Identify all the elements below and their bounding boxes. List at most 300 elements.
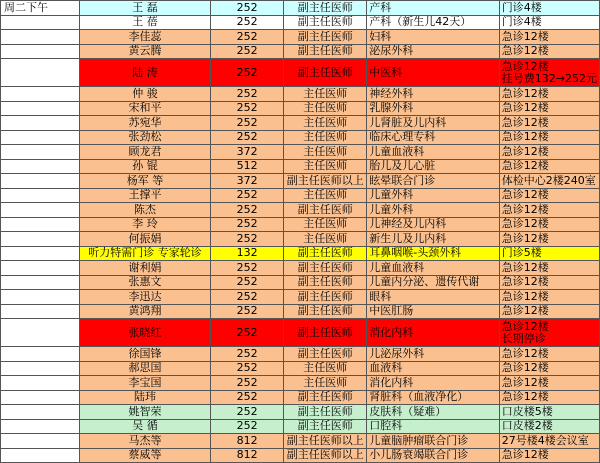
department-cell [367,174,500,189]
doctor-title-cell [284,1,367,16]
doctor-name-cell [80,130,211,145]
doctor-name-cell [80,15,211,30]
location-text: 急诊12楼 [501,304,549,318]
doctor-name-cell [80,290,211,305]
location-cell [499,419,599,434]
session-cell [1,319,80,347]
doctor-title-cell [284,319,367,347]
doctor-title-text: 主任医师 [303,86,348,100]
location-cell [499,174,599,189]
fee-cell [210,405,284,420]
doctor-title-text: 副主任医师 [297,325,353,339]
schedule-row [1,361,600,376]
doctor-name-cell [80,159,211,174]
department-cell [367,434,500,449]
fee-text: 372 [236,144,258,158]
location-text: 急诊12楼 [501,390,549,404]
doctor-name-cell [80,217,211,232]
doctor-title-cell [284,275,367,290]
department-text: 小儿肠衰竭联合门诊 [369,448,469,462]
department-cell [367,390,500,405]
doctor-name-text: 李宝国 [128,375,162,389]
doctor-title-text: 副主任医师以上 [286,433,364,447]
fee-text: 252 [236,115,258,129]
doctor-title-cell [284,246,367,261]
doctor-title-cell [284,59,367,87]
doctor-name-text: 宋和平 [128,101,162,115]
fee-text: 252 [236,0,258,14]
doctor-name-cell [80,275,211,290]
doctor-name-text: 陈杰 [134,202,157,216]
session-cell [1,347,80,362]
doctor-title-text: 副主任医师 [297,202,353,216]
session-cell [1,434,80,449]
fee-cell [210,159,284,174]
location-text: 急诊12楼 [501,101,549,115]
fee-cell [210,261,284,276]
fee-text: 252 [236,260,258,274]
doctor-title-text: 副主任医师以上 [286,448,364,462]
department-cell [367,217,500,232]
location-text: 急诊12楼 [501,275,549,289]
location-cell [499,304,599,319]
session-cell [1,145,80,160]
doctor-title-text: 副主任医师 [297,419,353,433]
fee-text: 252 [236,217,258,231]
doctor-name-text: 王撑平 [128,188,162,202]
doctor-title-cell [284,434,367,449]
doctor-name-text: 郝思国 [128,361,162,375]
department-text: 肾脏科（血液净化） [369,390,469,404]
session-cell [1,203,80,218]
department-cell [367,261,500,276]
doctor-title-text: 主任医师 [303,361,348,375]
department-text: 儿神经及儿内科 [369,217,447,231]
location-text: 体检中心2楼240室 [501,173,596,187]
fee-cell [210,217,284,232]
session-cell [1,261,80,276]
fee-cell [210,319,284,347]
fee-cell [210,15,284,30]
fee-cell [210,174,284,189]
schedule-row [1,174,600,189]
location-text: 急诊12楼 [501,59,549,73]
department-text: 泌尿外科 [369,44,414,58]
department-cell [367,15,500,30]
fee-text: 252 [236,188,258,202]
doctor-title-text: 副主任医师 [297,29,353,43]
doctor-title-text: 副主任医师 [297,15,353,29]
schedule-row [1,30,600,45]
doctor-name-cell [80,101,211,116]
doctor-title-cell [284,261,367,276]
department-text: 儿泌尿外科 [369,346,425,360]
fee-text: 252 [236,44,258,58]
schedule-row [1,203,600,218]
fee-text: 252 [236,86,258,100]
doctor-title-cell [284,232,367,247]
location-text: 急诊12楼 [501,159,549,173]
location-text: 急诊12楼 [501,115,549,129]
location-text: 急诊12楼 [501,130,549,144]
department-text: 消化内科 [369,325,414,339]
session-cell [1,30,80,45]
doctor-title-cell [284,44,367,59]
fee-cell [210,59,284,87]
doctor-title-cell [284,347,367,362]
doctor-title-cell [284,145,367,160]
doctor-name-text: 吴 循 [132,419,158,433]
fee-text: 252 [236,304,258,318]
doctor-title-text: 副主任医师 [297,404,353,418]
doctor-name-text: 陆 涛 [132,65,158,79]
department-text: 产科 [369,0,392,14]
doctor-name-cell [80,319,211,347]
fee-cell [210,1,284,16]
department-cell [367,347,500,362]
doctor-name-text: 顾龙君 [128,144,162,158]
doctor-title-cell [284,30,367,45]
session-cell [1,232,80,247]
department-text: 眼科 [369,289,392,303]
doctor-title-cell [284,419,367,434]
doctor-title-text: 副主任医师 [297,289,353,303]
doctor-name-text: 李 玲 [132,217,158,231]
session-cell [1,217,80,232]
location-text: 急诊12楼 [501,319,549,333]
location-cell [499,87,599,102]
fee-text: 252 [236,15,258,29]
doctor-title-text: 主任医师 [303,101,348,115]
location-text: 门诊4楼 [501,15,542,29]
doctor-title-cell [284,101,367,116]
location-cell [499,376,599,391]
session-cell [1,304,80,319]
location-cell [499,116,599,131]
doctor-title-text: 主任医师 [303,115,348,129]
department-cell [367,101,500,116]
location-text: 急诊12楼 [501,144,549,158]
fee-cell [210,30,284,45]
department-cell [367,448,500,463]
session-cell [1,390,80,405]
doctor-title-cell [284,390,367,405]
doctor-title-text: 副主任医师 [297,246,353,260]
fee-cell [210,130,284,145]
fee-text: 812 [236,433,258,447]
department-cell [367,130,500,145]
doctor-name-cell [80,203,211,218]
doctor-name-cell [80,59,211,87]
location-cell [499,1,599,16]
fee-cell [210,434,284,449]
doctor-name-text: 黄鸿翔 [128,304,162,318]
location-cell [499,261,599,276]
schedule-row [1,116,600,131]
fee-cell [210,203,284,218]
doctor-title-text: 副主任医师 [297,275,353,289]
department-text: 消化内科 [369,375,414,389]
department-text: 新生儿及儿内科 [369,231,447,245]
schedule-row [1,130,600,145]
doctor-name-cell [80,390,211,405]
location-cell [499,130,599,145]
doctor-name-text: 孙 锟 [132,159,158,173]
session-cell [1,159,80,174]
doctor-name-cell [80,448,211,463]
location-text: 急诊12楼 [501,44,549,58]
doctor-name-cell [80,361,211,376]
schedule-row [1,290,600,305]
doctor-title-text: 副主任医师以上 [286,173,364,187]
session-cell [1,405,80,420]
doctor-title-text: 主任医师 [303,130,348,144]
fee-text: 252 [236,202,258,216]
session-cell [1,174,80,189]
doctor-title-cell [284,159,367,174]
doctor-title-cell [284,405,367,420]
fee-cell [210,275,284,290]
location-note-text: 挂号费132→252元 [501,71,597,85]
location-cell [499,15,599,30]
department-text: 口腔科 [369,419,403,433]
department-text: 儿童内分泌、遗传代谢 [369,275,480,289]
location-cell [499,217,599,232]
doctor-title-text: 副主任医师 [297,390,353,404]
doctor-title-text: 副主任医师 [297,260,353,274]
location-cell [499,361,599,376]
doctor-name-cell [80,304,211,319]
location-cell [499,44,599,59]
schedule-row [1,261,600,276]
location-text: 急诊12楼 [501,361,549,375]
session-cell [1,419,80,434]
location-cell [499,275,599,290]
doctor-title-text: 主任医师 [303,188,348,202]
fee-cell [210,448,284,463]
fee-text: 252 [236,390,258,404]
location-cell [499,159,599,174]
fee-text: 252 [236,101,258,115]
department-text: 临床心理专科 [369,130,436,144]
fee-text: 252 [236,275,258,289]
doctor-name-text: 黄云腾 [128,44,162,58]
location-text: 门诊5楼 [501,246,542,260]
session-cell [1,275,80,290]
fee-text: 252 [236,65,258,79]
location-text: 急诊12楼 [501,346,549,360]
location-cell [499,290,599,305]
doctor-title-cell [284,361,367,376]
doctor-name-cell [80,1,211,16]
location-text: 急诊12楼 [501,231,549,245]
doctor-name-cell [80,44,211,59]
department-cell [367,319,500,347]
location-cell [499,246,599,261]
schedule-row [1,304,600,319]
doctor-name-cell [80,246,211,261]
doctor-name-cell [80,405,211,420]
doctor-name-text: 张惠文 [128,275,162,289]
location-cell [499,319,599,347]
doctor-name-text: 何振娟 [128,231,162,245]
location-text: 急诊12楼 [501,29,549,43]
location-cell [499,188,599,203]
fee-cell [210,232,284,247]
department-cell [367,30,500,45]
location-cell [499,448,599,463]
doctor-name-cell [80,434,211,449]
schedule-row [1,217,600,232]
fee-cell [210,246,284,261]
doctor-title-text: 主任医师 [303,217,348,231]
schedule-row [1,347,600,362]
schedule-row [1,319,600,347]
location-note-text: 长期停诊 [501,331,546,345]
doctor-name-text: 杨军 等 [126,173,164,187]
department-text: 血液科 [369,361,403,375]
department-cell [367,159,500,174]
department-cell [367,188,500,203]
doctor-name-text: 蔡威等 [128,448,162,462]
session-cell [1,87,80,102]
department-text: 神经外科 [369,86,414,100]
session-cell [1,116,80,131]
doctor-name-text: 听力特需门诊 专家轮诊 [88,246,202,260]
schedule-row [1,390,600,405]
doctor-name-text: 苏宛华 [128,115,162,129]
doctor-name-text: 马杰等 [128,433,162,447]
doctor-name-cell [80,347,211,362]
fee-cell [210,390,284,405]
location-text: 口皮楼2楼 [501,419,553,433]
doctor-name-text: 仲 骏 [132,86,158,100]
department-text: 乳腺外科 [369,101,414,115]
department-cell [367,116,500,131]
fee-cell [210,304,284,319]
doctor-name-text: 王 蓓 [132,15,158,29]
schedule-row [1,405,600,420]
department-cell [367,376,500,391]
department-text: 儿童脑肿瘤联合门诊 [369,433,469,447]
doctor-title-cell [284,203,367,218]
department-cell [367,232,500,247]
location-text: 急诊12楼 [501,260,549,274]
schedule-row [1,145,600,160]
session-cell [1,246,80,261]
doctor-title-text: 主任医师 [303,159,348,173]
fee-text: 252 [236,325,258,339]
doctor-title-text: 副主任医师 [297,65,353,79]
doctor-title-cell [284,174,367,189]
doctor-title-text: 副主任医师 [297,346,353,360]
doctor-title-text: 副主任医师 [297,0,353,14]
department-cell [367,304,500,319]
department-cell [367,405,500,420]
doctor-title-cell [284,15,367,30]
session-cell [1,101,80,116]
fee-cell [210,419,284,434]
fee-cell [210,347,284,362]
schedule-row [1,246,600,261]
fee-text: 512 [236,159,258,173]
schedule-row [1,59,600,87]
department-text: 眩晕联合门诊 [369,173,436,187]
fee-cell [210,101,284,116]
session-cell [1,188,80,203]
doctor-title-cell [284,448,367,463]
schedule-row [1,232,600,247]
fee-text: 252 [236,361,258,375]
department-cell [367,145,500,160]
department-cell [367,290,500,305]
session-cell [1,59,80,87]
department-text: 皮肤科（疑难） [369,404,447,418]
schedule-row [1,419,600,434]
doctor-title-cell [284,290,367,305]
doctor-name-cell [80,261,211,276]
doctor-title-cell [284,188,367,203]
session-label-cell: 周二下午 [1,1,80,16]
location-cell [499,30,599,45]
location-cell [499,59,599,87]
location-cell [499,203,599,218]
fee-text: 252 [236,289,258,303]
doctor-name-text: 徐国锋 [128,346,162,360]
doctor-title-cell [284,116,367,131]
fee-cell [210,145,284,160]
fee-text: 252 [236,375,258,389]
location-cell [499,101,599,116]
department-cell [367,1,500,16]
location-text: 急诊12楼 [501,86,549,100]
schedule-row [1,1,600,16]
schedule-row [1,15,600,30]
doctor-name-text: 张劲松 [128,130,162,144]
location-text: 急诊12楼 [501,202,549,216]
fee-cell [210,116,284,131]
department-cell [367,246,500,261]
doctor-name-text: 张晓红 [128,325,162,339]
schedule-row [1,188,600,203]
location-cell [499,434,599,449]
department-cell [367,203,500,218]
doctor-name-cell [80,116,211,131]
location-text: 急诊12楼 [501,375,549,389]
doctor-title-cell [284,87,367,102]
schedule-table-body [1,1,600,463]
doctor-title-text: 副主任医师 [297,304,353,318]
fee-text: 252 [236,346,258,360]
doctor-title-cell [284,217,367,232]
fee-cell [210,188,284,203]
location-cell [499,145,599,160]
doctor-name-text: 姚智荣 [128,404,162,418]
location-text: 门诊4楼 [501,0,542,14]
fee-text: 372 [236,173,258,187]
session-cell [1,361,80,376]
session-cell [1,15,80,30]
schedule-row [1,87,600,102]
department-text: 儿童血液科 [369,144,425,158]
doctor-name-text: 李佳蕊 [128,29,162,43]
location-cell [499,405,599,420]
doctor-name-text: 王 磊 [132,0,158,14]
fee-cell [210,87,284,102]
fee-text: 252 [236,130,258,144]
department-text: 耳鼻咽喉-头颈外科 [369,246,462,260]
department-cell [367,87,500,102]
